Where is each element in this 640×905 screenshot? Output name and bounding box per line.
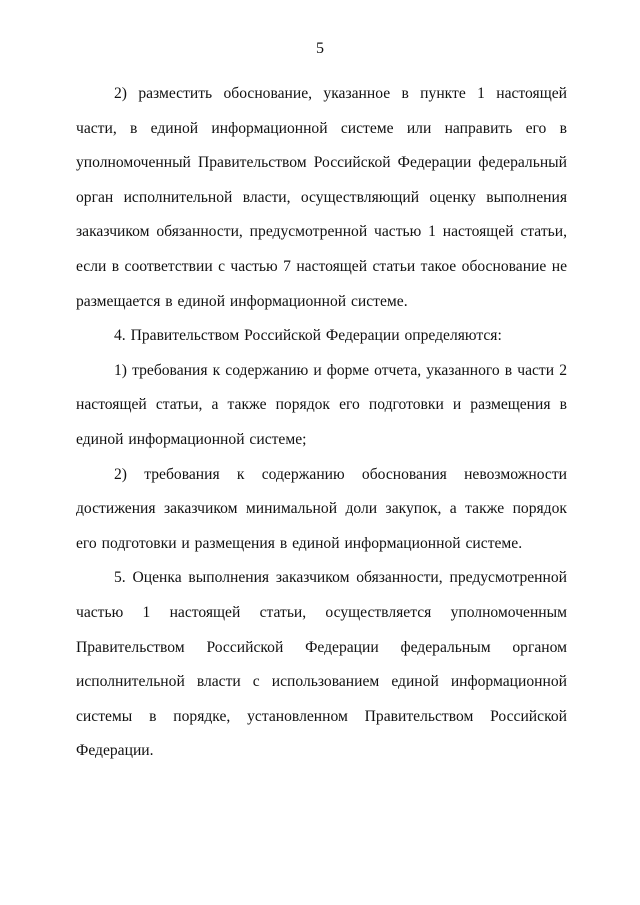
paragraph-item-2-justification-requirements: 2) требования к содержанию обоснования невозможности достижения заказчиком минимальной доли закупок, а также порядок его подготовки и размещения в единой информационной системе. [76, 465, 567, 552]
paragraph-item-1-report-requirements: 1) требования к содержанию и форме отчета, указанного в части 2 настоящей статьи, а также порядок его подготовки и размещения в единой информационной системе; [76, 361, 567, 448]
page-number: 5 [316, 40, 324, 57]
paragraph-item-2-placement: 2) разместить обоснование, указанное в пункте 1 настоящей части, в единой информационной системе или направить его в уполномоченный Правительством Российской Федерации федеральный орган исполнительной власти, осуществляющий оценку выполнения заказчиком обязанности, предусмотренной частью 1 настоящей статьи, если в соответствии с частью 7 настоящей статьи такое обоснование не размещается в единой информационной системе. [76, 85, 567, 310]
paragraph-part-5-assessment: 5. Оценка выполнения заказчиком обязанности, предусмотренной частью 1 настоящей статьи, осуществляется уполномоченным Правительством Российской Федерации федеральным органом исполнительной власти с использованием единой информационной системы в порядке, установленном Правительством Российской Федерации. [76, 569, 567, 760]
paragraph-part-4-heading: 4. Правительством Российской Федерации определяются: [114, 327, 502, 345]
document-body [76, 77, 567, 769]
